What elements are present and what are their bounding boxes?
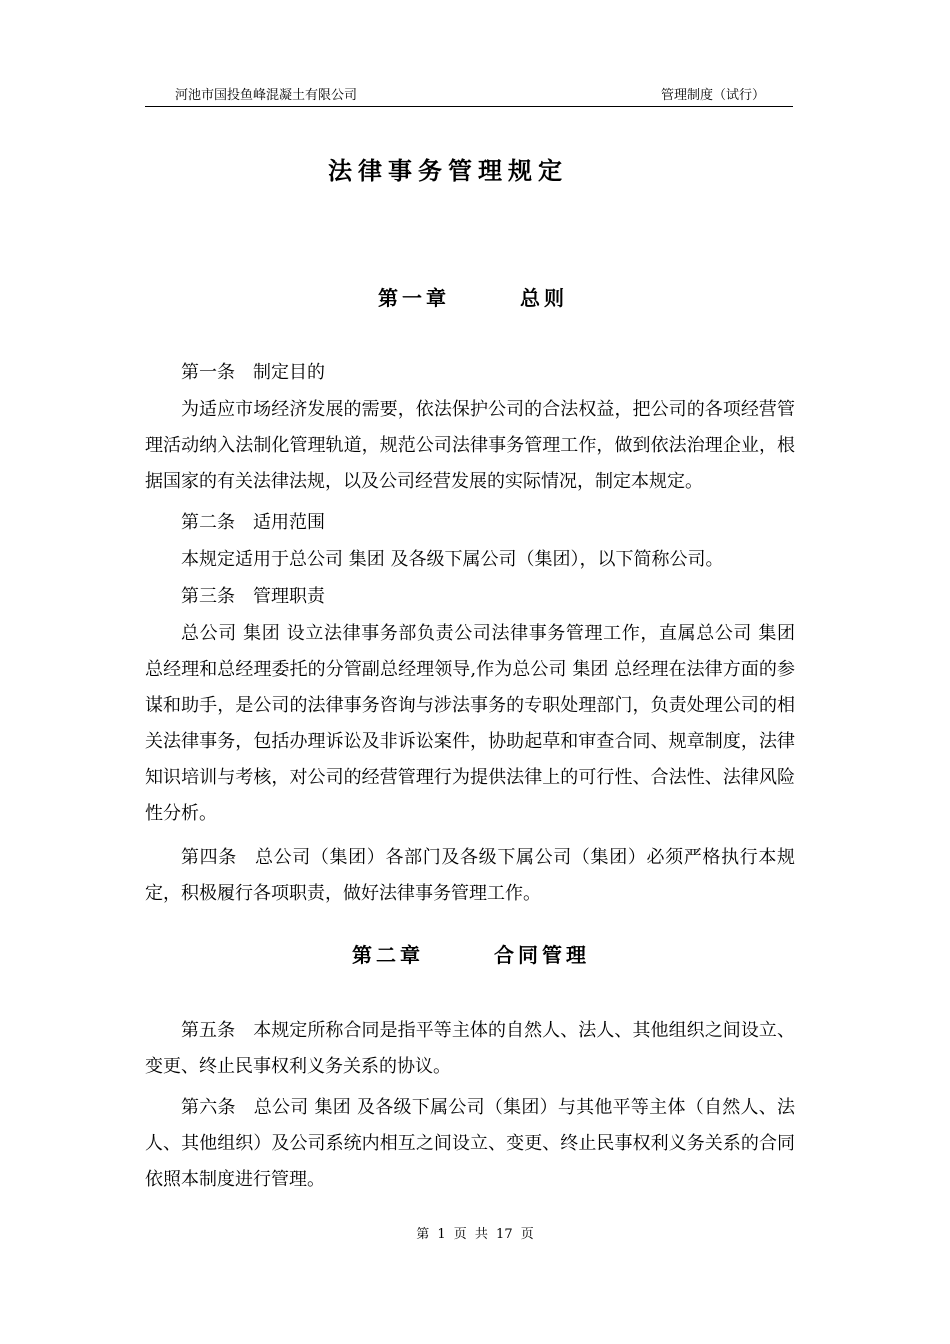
article-label: 第二条 bbox=[181, 512, 235, 533]
chapter-number: 第二章 bbox=[352, 943, 424, 967]
chapter-name: 合同管理 bbox=[494, 943, 590, 967]
document-title: 法律事务管理规定 bbox=[328, 156, 568, 185]
article-4 bbox=[145, 840, 795, 912]
chapter-heading-2 bbox=[352, 940, 590, 970]
article-2-heading bbox=[145, 505, 795, 541]
article-1-text: 为适应市场经济发展的需要，依法保护公司的合法权益，把公司的各项经营管理活动纳入法制化管理轨道，规范公司法律事务管理工作，做到依法治理企业，根据国家的有关法律法规，以及公司经营发展的实际情况，制定本规定。 bbox=[145, 399, 795, 492]
chapter-heading-1 bbox=[378, 283, 568, 313]
article-text: 总公司（集团）各部门及各级下属公司（集团）必须严格执行本规定，积极履行各项职责，做好法律事务管理工作。 bbox=[145, 847, 795, 904]
article-6 bbox=[145, 1090, 795, 1198]
header-document-type: 管理制度（试行） bbox=[660, 88, 765, 103]
article-2-text: 本规定适用于总公司 集团 及各级下属公司（集团），以下简称公司。 bbox=[181, 549, 724, 570]
article-label: 第五条 bbox=[181, 1020, 236, 1041]
article-label: 第六条 bbox=[181, 1097, 236, 1118]
chapter-number: 第一章 bbox=[378, 286, 450, 310]
article-label: 第三条 bbox=[181, 586, 235, 607]
article-5 bbox=[145, 1013, 795, 1085]
article-title: 适用范围 bbox=[253, 512, 325, 533]
article-title: 制定目的 bbox=[253, 362, 325, 383]
article-title: 管理职责 bbox=[253, 586, 325, 607]
article-label: 第四条 bbox=[181, 847, 237, 868]
chapter-name: 总则 bbox=[520, 286, 568, 310]
article-text: 总公司 集团 及各级下属公司（集团）与其他平等主体（自然人、法人、其他组织）及公司系统内相互之间设立、变更、终止民事权利义务关系的合同依照本制度进行管理。 bbox=[145, 1097, 795, 1190]
article-text: 本规定所称合同是指平等主体的自然人、法人、其他组织之间设立、变更、终止民事权利义务关系的协议。 bbox=[145, 1020, 795, 1077]
article-3-heading bbox=[145, 579, 795, 615]
article-1-heading bbox=[145, 355, 795, 391]
header-company-name: 河池市国投鱼峰混凝土有限公司 bbox=[175, 88, 358, 103]
article-3-text: 总公司 集团 设立法律事务部负责公司法律事务管理工作，直属总公司 集团 总经理和总经理委托的分管副总经理领导,作为总公司 集团 总经理在法律方面的参谋和助手，是公司的法律事务咨询与涉法事务的专职处理部门，负责处理公司的相关法律事务，包括办理诉讼及非诉讼案件，协助起草和审查合同、规章制度，法律知识培训与考核，对公司的经营管理行为提供法律上的可行性、合法性、法律风险性分析。 bbox=[145, 623, 795, 824]
article-label: 第一条 bbox=[181, 362, 235, 383]
page-number: 第 1 页 共 17 页 bbox=[416, 1227, 534, 1242]
page-footer bbox=[0, 1225, 950, 1245]
page-header bbox=[145, 86, 793, 107]
